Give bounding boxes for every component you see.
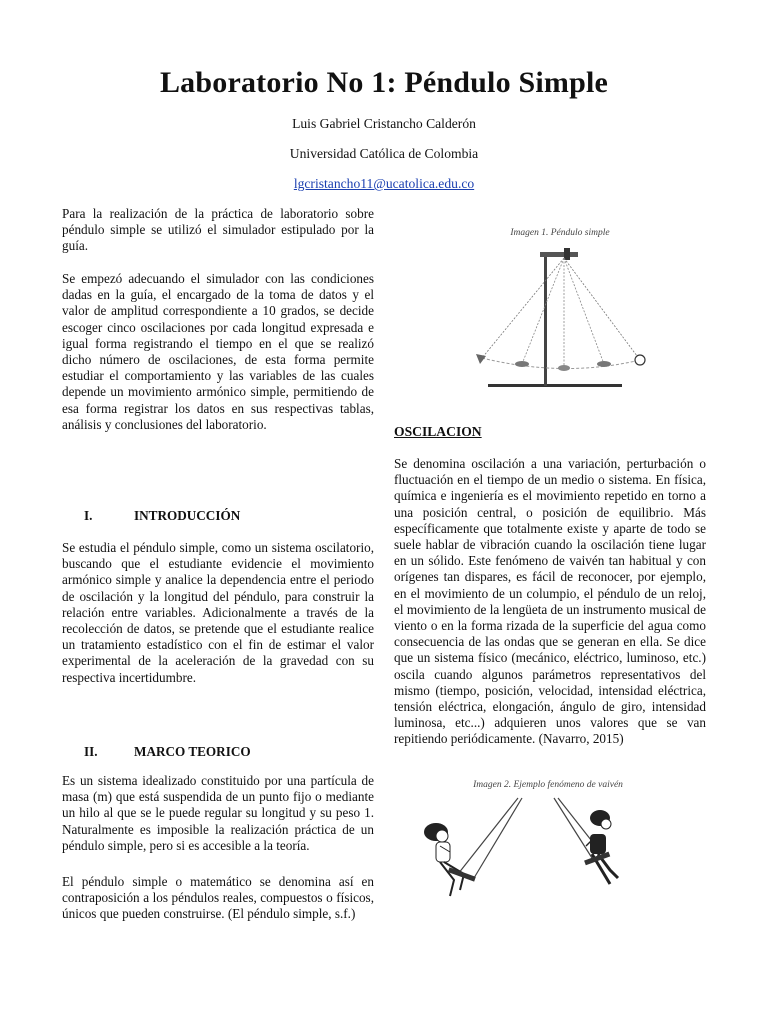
- oscilacion-heading: OSCILACION: [394, 424, 482, 439]
- section-title: INTRODUCCIÓN: [134, 508, 241, 523]
- section-number: II.: [84, 744, 98, 759]
- author-email-link[interactable]: lgcristancho11@ucatolica.edu.co: [293, 176, 475, 191]
- intro-paragraph-1: Para la realización de la práctica de laboratorio sobre péndulo simple se utilizó el simulador estipulado por la guía.: [62, 206, 374, 254]
- pendulum-figure: [464, 244, 654, 394]
- university-name: Universidad Católica de Colombia: [289, 146, 479, 161]
- intro-paragraph-2: Se empezó adecuando el simulador con las condiciones dadas en la guía, el encargado de la toma de datos y el valor de amplitud correspondiente a 10 grados, se decide escoger cinco oscilaciones por cada longitud expresada e igual forma registrando el tiempo en el que se realizó dicho número de oscilaciones, de esta forma permite estudiar el comportamiento y las variables de las cuales depende un movimiento armónico simple, permitiendo de esa forma registrar los datos en sus respectivas tablas, análisis y conclusiones del laboratorio.: [62, 271, 374, 432]
- marco-teorico-paragraph-2: El péndulo simple o matemático se denomina así en contraposición a los péndulos reales, compuestos o físicos, únicos que pueden construirse. (El péndulo simple, s.f.): [62, 874, 374, 922]
- oscilacion-body: Se denomina oscilación a una variación, perturbación o fluctuación en el tiempo de un medio o sistema. En física, química e ingeniería es el movimiento repetido en torno a una posición central, o posición de equilibrio. Más específicamente que totalmente existe y aparte de todo se suele hablar de vibración cuando la oscilación tiene lugar en un sólido. Este fenómeno de vaivén tan habitual y con orígenes tan dispares, es fácil de reconocer, por ejemplo, en el movimiento de un columpio, el péndulo de un reloj, el movimiento de la lengüeta de un instrumento musical de viento o en la forma rizada de la superficie del agua como consecuencia de las ondas que se generan en ella. Se dice que un sistema físico (mecánico, eléctrico, luminoso, etc.) oscila cuando algunos parámetros representativos del mismo (tiempo, posición, velocidad, intensidad eléctrica, tensión eléctrica, elongación, ángulo de giro, intensidad luminosa, etc...) adquieren unos valores que se van repitiendo periódicamente. (Navarro, 2015): [394, 456, 706, 747]
- paper-title: Laboratorio No 1: Péndulo Simple: [159, 66, 609, 99]
- author-name: Luis Gabriel Cristancho Calderón: [292, 116, 476, 131]
- introduccion-body: Se estudia el péndulo simple, como un sistema oscilatorio, buscando que el estudiante evidencie el movimiento armónico simple y analice la dependencia entre el periodo de oscilación y la longitud del péndulo, para construir la relación entre variables. Adicionalmente a través de la recolección de datos, se pretende que el estudiante realice un tratamiento estadístico con el fin de estimar el valor experimental de la aceleración de la gravedad con su respectiva incertidumbre.: [62, 540, 374, 685]
- section-number: I.: [84, 508, 93, 523]
- swing-figure: [414, 796, 660, 906]
- figure-1-caption: Imagen 1. Péndulo simple: [510, 228, 610, 238]
- section-title: MARCO TEORICO: [134, 744, 251, 759]
- figure-2-caption: Imagen 2. Ejemplo fenómeno de vaivén: [473, 780, 623, 790]
- marco-teorico-paragraph-1: Es un sistema idealizado constituido por una partícula de masa (m) que está suspendida de un punto fijo o mediante un hilo al que se le puede regular su longitud y su peso 1. Naturalmente es imposible la realización práctica de un péndulo simple, pero si es accesible a la teoría.: [62, 773, 374, 853]
